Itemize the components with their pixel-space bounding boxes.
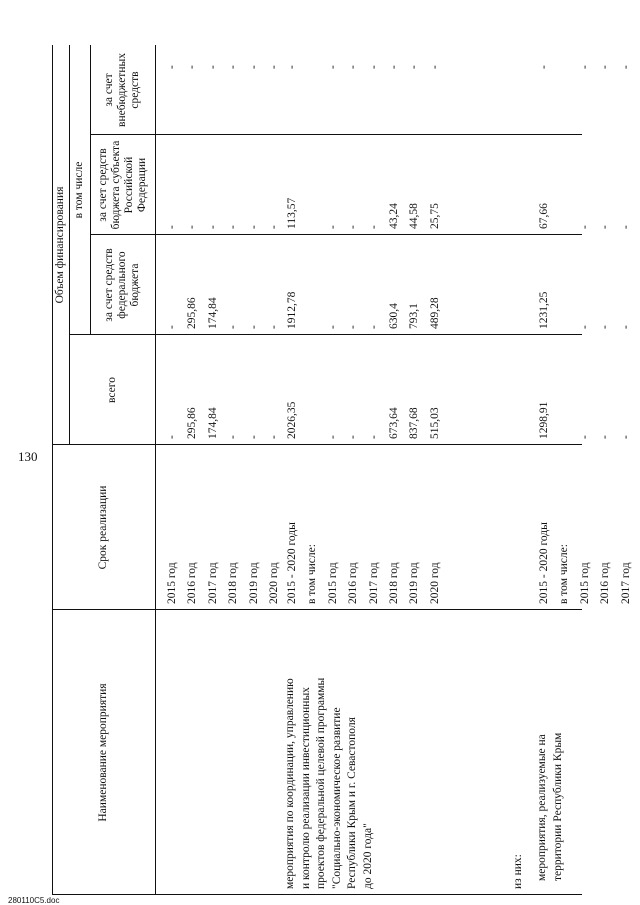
header-name: Наименование мероприятия — [97, 683, 109, 822]
cell-federal: 174,84 — [206, 297, 219, 329]
name-line: Республики Крым и г. Севастополя — [346, 717, 358, 889]
table-row — [283, 45, 301, 895]
cell-total: - — [247, 435, 260, 439]
cell-period: в том числе: — [306, 544, 319, 604]
cell-total: - — [227, 435, 240, 439]
cell-period: 2018 год — [388, 562, 400, 604]
cell-regional: - — [206, 225, 219, 229]
header-line-bottom — [155, 45, 156, 895]
cell-federal: - — [347, 325, 360, 329]
table-row — [596, 45, 614, 895]
table-row — [365, 45, 383, 895]
cell-period: 2016 год — [599, 562, 612, 604]
table-row — [385, 45, 403, 895]
cell-total: - — [367, 435, 380, 439]
cell-period: 2019 год — [408, 562, 421, 604]
cell-regional: - — [619, 225, 632, 229]
table-row — [535, 45, 553, 895]
name-line: территории Республики Крым — [551, 732, 564, 881]
cell-total: 1298,91 — [538, 401, 550, 439]
table-row — [324, 45, 342, 895]
cell-extrabudget: - — [619, 65, 632, 69]
page-number: 130 — [18, 449, 38, 464]
cell-total: - — [347, 435, 360, 439]
cell-extrabudget: - — [538, 65, 550, 69]
cell-regional: - — [326, 225, 339, 229]
cell-extrabudget: - — [206, 65, 219, 69]
cell-federal: 489,28 — [428, 297, 441, 329]
cell-federal: - — [268, 325, 280, 329]
name-line: проектов федеральной целевой программы — [315, 677, 327, 889]
header-regional: за счет средств бюджета субъекта Российской Федерации — [96, 140, 148, 230]
cell-extrabudget: - — [268, 65, 280, 69]
header-total: всего — [105, 377, 118, 403]
cell-total: 515,03 — [428, 407, 441, 439]
cell-period: 2015 год — [326, 562, 339, 604]
cell-period: 2015 год — [578, 562, 591, 604]
table-row — [303, 45, 321, 895]
cell-extrabudget: - — [388, 65, 400, 69]
cell-period: 2018 год — [227, 562, 240, 604]
cell-period: 2017 год — [367, 562, 380, 604]
cell-extrabudget: - — [578, 65, 591, 69]
table-row — [576, 45, 594, 895]
cell-regional: - — [186, 225, 199, 229]
name-line: мероприятия, реализуемые на — [536, 734, 548, 881]
cell-regional: 25,75 — [428, 203, 441, 229]
cell-period: 2015 год — [166, 562, 178, 604]
cell-total: 2026,35 — [286, 401, 298, 439]
document-code: 280110C5.doc — [8, 896, 60, 905]
cell-regional: 67,66 — [538, 203, 550, 229]
name-line: и контролю реализации инвестиционных — [299, 687, 312, 889]
header-period: Срок реализации — [97, 485, 109, 570]
table-row — [163, 45, 181, 895]
cell-federal: 295,86 — [186, 297, 199, 329]
of-them-label: из них: — [512, 854, 524, 889]
cell-total: 295,86 — [186, 407, 199, 439]
header-federal: за счет средств федерального бюджета — [103, 248, 141, 322]
cell-federal: 1231,25 — [538, 291, 550, 329]
cell-extrabudget: - — [367, 65, 380, 69]
table-row — [555, 45, 573, 895]
cell-extrabudget: - — [247, 65, 260, 69]
cell-total: - — [326, 435, 339, 439]
table-row — [405, 45, 423, 895]
cell-federal: 630,4 — [388, 303, 400, 329]
cell-extrabudget: - — [286, 65, 298, 69]
table-row — [426, 45, 444, 895]
cell-regional: - — [247, 225, 260, 229]
table-row — [617, 45, 635, 895]
cell-regional: - — [227, 225, 240, 229]
header-funding: Объем финансирования — [54, 186, 66, 304]
cell-federal: - — [367, 325, 380, 329]
cell-period: 2017 год — [206, 562, 219, 604]
table-row — [344, 45, 362, 895]
cell-federal: - — [326, 325, 339, 329]
cell-total: - — [599, 435, 612, 439]
cell-regional: - — [367, 225, 380, 229]
cell-federal: - — [166, 325, 178, 329]
cell-extrabudget: - — [347, 65, 360, 69]
cell-period: 2020 год — [268, 562, 280, 604]
cell-total: 673,64 — [388, 407, 400, 439]
cell-extrabudget: - — [166, 65, 178, 69]
cell-regional: 44,58 — [408, 203, 421, 229]
cell-federal: - — [578, 325, 591, 329]
name-line: мероприятия по координации, управлению — [284, 678, 296, 889]
cell-regional: - — [166, 225, 178, 229]
cell-total: 837,68 — [408, 407, 421, 439]
table-row — [245, 45, 263, 895]
cell-period: 2016 год — [347, 562, 360, 604]
cell-total: - — [578, 435, 591, 439]
cell-period: 2015 - 2020 годы — [286, 522, 298, 604]
cell-extrabudget: - — [428, 65, 441, 69]
cell-extrabudget: - — [599, 65, 612, 69]
cell-extrabudget: - — [186, 65, 199, 69]
cell-period: 2020 год — [428, 562, 441, 604]
cell-federal: - — [599, 325, 612, 329]
cell-regional: - — [268, 225, 280, 229]
cell-federal: 1912,78 — [286, 291, 298, 329]
cell-total: - — [268, 435, 280, 439]
name-line: до 2020 года" — [361, 823, 374, 889]
cell-total: 174,84 — [206, 407, 219, 439]
cell-regional: - — [347, 225, 360, 229]
cell-regional: - — [578, 225, 591, 229]
cell-regional: 113,57 — [286, 197, 298, 229]
table-row — [183, 45, 201, 895]
cell-regional: - — [599, 225, 612, 229]
cell-period: 2019 год — [247, 562, 260, 604]
cell-period: в том числе: — [558, 544, 571, 604]
table-row — [224, 45, 242, 895]
table-row — [204, 45, 222, 895]
cell-total: - — [619, 435, 632, 439]
cell-regional: 43,24 — [388, 203, 400, 229]
header-extrabudget: за счет внебюджетных средств — [103, 53, 141, 127]
cell-federal: - — [247, 325, 260, 329]
table-row — [265, 45, 283, 895]
cell-total: - — [166, 435, 178, 439]
cell-federal: - — [227, 325, 240, 329]
cell-extrabudget: - — [326, 65, 339, 69]
cell-period: 2015 - 2020 годы — [538, 522, 550, 604]
name-line: "Социально-экономическое развитие — [330, 707, 343, 889]
funding-table — [52, 45, 632, 895]
cell-federal: 793,1 — [408, 303, 421, 329]
cell-period: 2017 год — [619, 562, 632, 604]
cell-period: 2016 год — [186, 562, 199, 604]
cell-extrabudget: - — [227, 65, 240, 69]
cell-extrabudget: - — [408, 65, 421, 69]
header-including: в том числе — [73, 161, 85, 219]
cell-federal: - — [619, 325, 632, 329]
